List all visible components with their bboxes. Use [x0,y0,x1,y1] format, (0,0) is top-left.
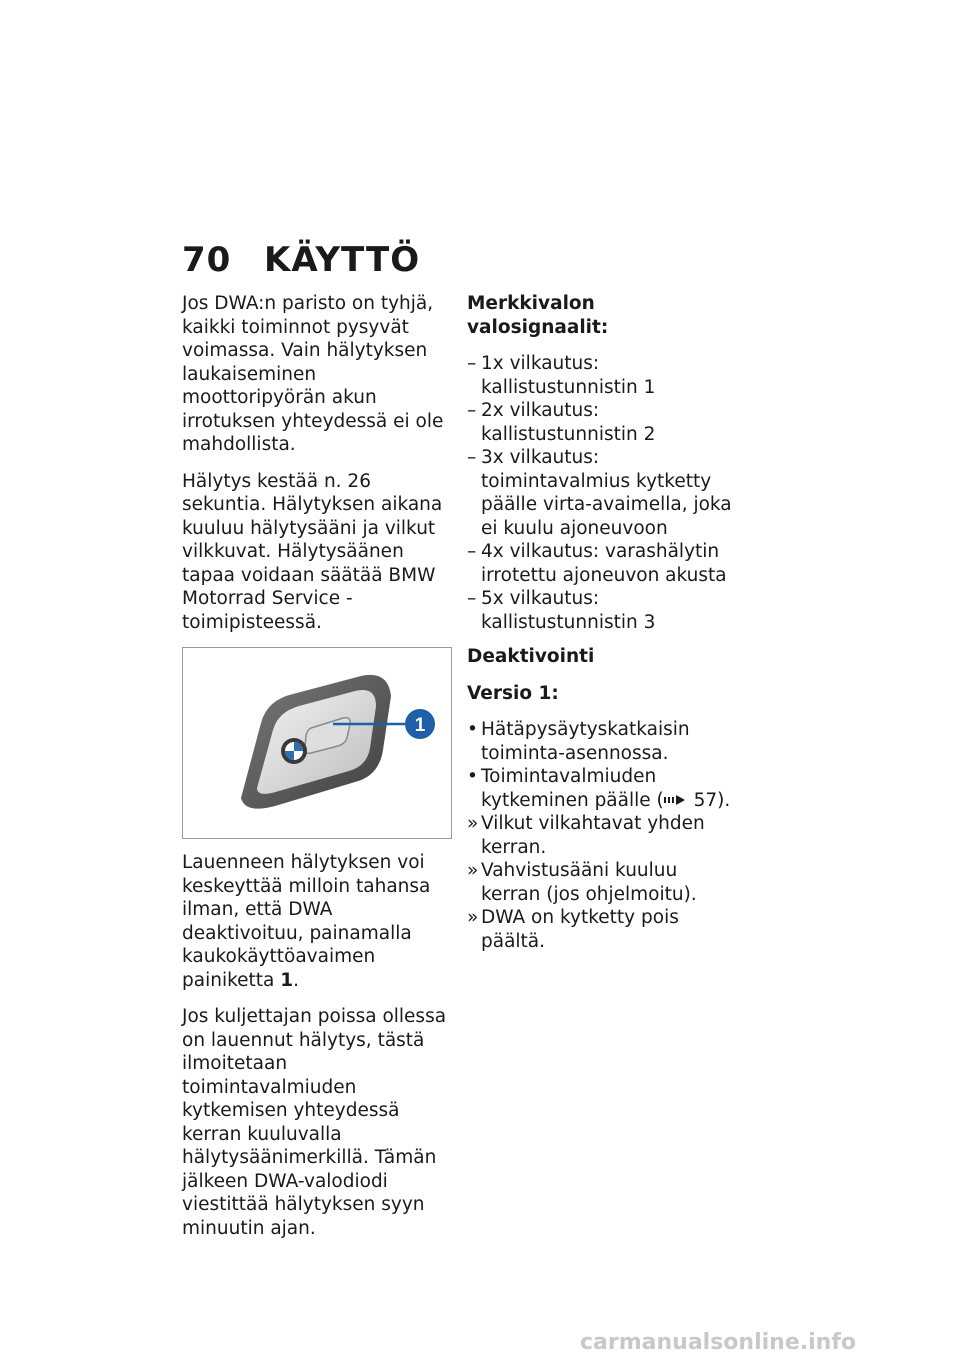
right-column [467,292,742,964]
paragraph-alarm-duration: Hälytys kestää n. 26 sekuntia. Hälytyksen aikana kuuluu hälytysääni ja vilkut vilkkuvat. Hälytysäänen tapaa voidaan säätää BMW Motorrad Service -toimipisteessä. [182,470,443,633]
cancel-alarm-text: Lauenneen hälytyksen voi keskeyttää milloin tahansa ilman, että DWA deaktivoituu, painamalla kaukokäyttöavaimen painiketta [182,852,431,991]
remote-key-figure [182,647,452,839]
deactivation-heading: Deaktivointi [467,646,595,667]
footer-watermark: carmanualsonline.info [580,1330,856,1355]
left-column [182,292,454,1253]
page-header [182,240,420,280]
cancel-alarm-end: . [293,969,300,991]
list-item: – 2x vilkautus: kallistustunnistin 2 [467,400,656,445]
callout-number: 1 [414,715,426,736]
paragraph-cancel-alarm [182,851,454,992]
list-item: » DWA on kytketty pois päältä. [467,907,679,952]
list-item: » Vilkut vilkahtavat yhden kerran. [467,813,705,858]
list-item: • Hätäpysäytyskatkaisin toiminta-asennossa. [467,719,690,764]
list-item: » Vahvistusääni kuuluu kerran (jos ohjelmoitu). [467,860,697,905]
signals-heading: Merkkivalon valosignaalit: [467,293,609,338]
list-item: – 1x vilkautus: kallistustunnistin 1 [467,353,656,398]
list-item: – 5x vilkautus: kallistustunnistin 3 [467,588,656,633]
list-item: • Toimintavalmiuden kytkeminen päälle ( 57). [467,766,731,811]
signals-list [467,352,742,634]
remote-key-illustration [183,648,451,838]
version-heading: Versio 1: [467,682,559,704]
page-title: KÄYTTÖ [264,240,421,280]
paragraph-battery: Jos DWA:n paristo on tyhjä, kaikki toiminnot pysyvät voimassa. Vain hälytyksen laukaiseminen moottoripyörän akun irrotuksen yhteydessä ei ole mahdollista. [182,293,444,455]
paragraph-led-notice: Jos kuljettajan poissa ollessa on lauennut hälytys, tästä ilmoitetaan toimintavalmiuden kytkemisen yhteydessä kerran kuuluvalla hälytysäänimerkillä. Tämän jälkeen DWA-valodiodi viestittää hälytyksen syyn minuutin ajan. [182,1006,447,1239]
list-item: – 3x vilkautus: toimintavalmius kytketty päälle virta-avaimella, joka ei kuulu ajoneuvoon [467,447,732,539]
page-reference-arrow-icon [664,793,688,807]
page-number: 70 [182,240,232,280]
button-reference: 1 [280,969,294,991]
deactivation-steps [467,718,742,953]
list-item: – 4x vilkautus: varashälytin irrotettu ajoneuvon akusta [467,541,727,586]
